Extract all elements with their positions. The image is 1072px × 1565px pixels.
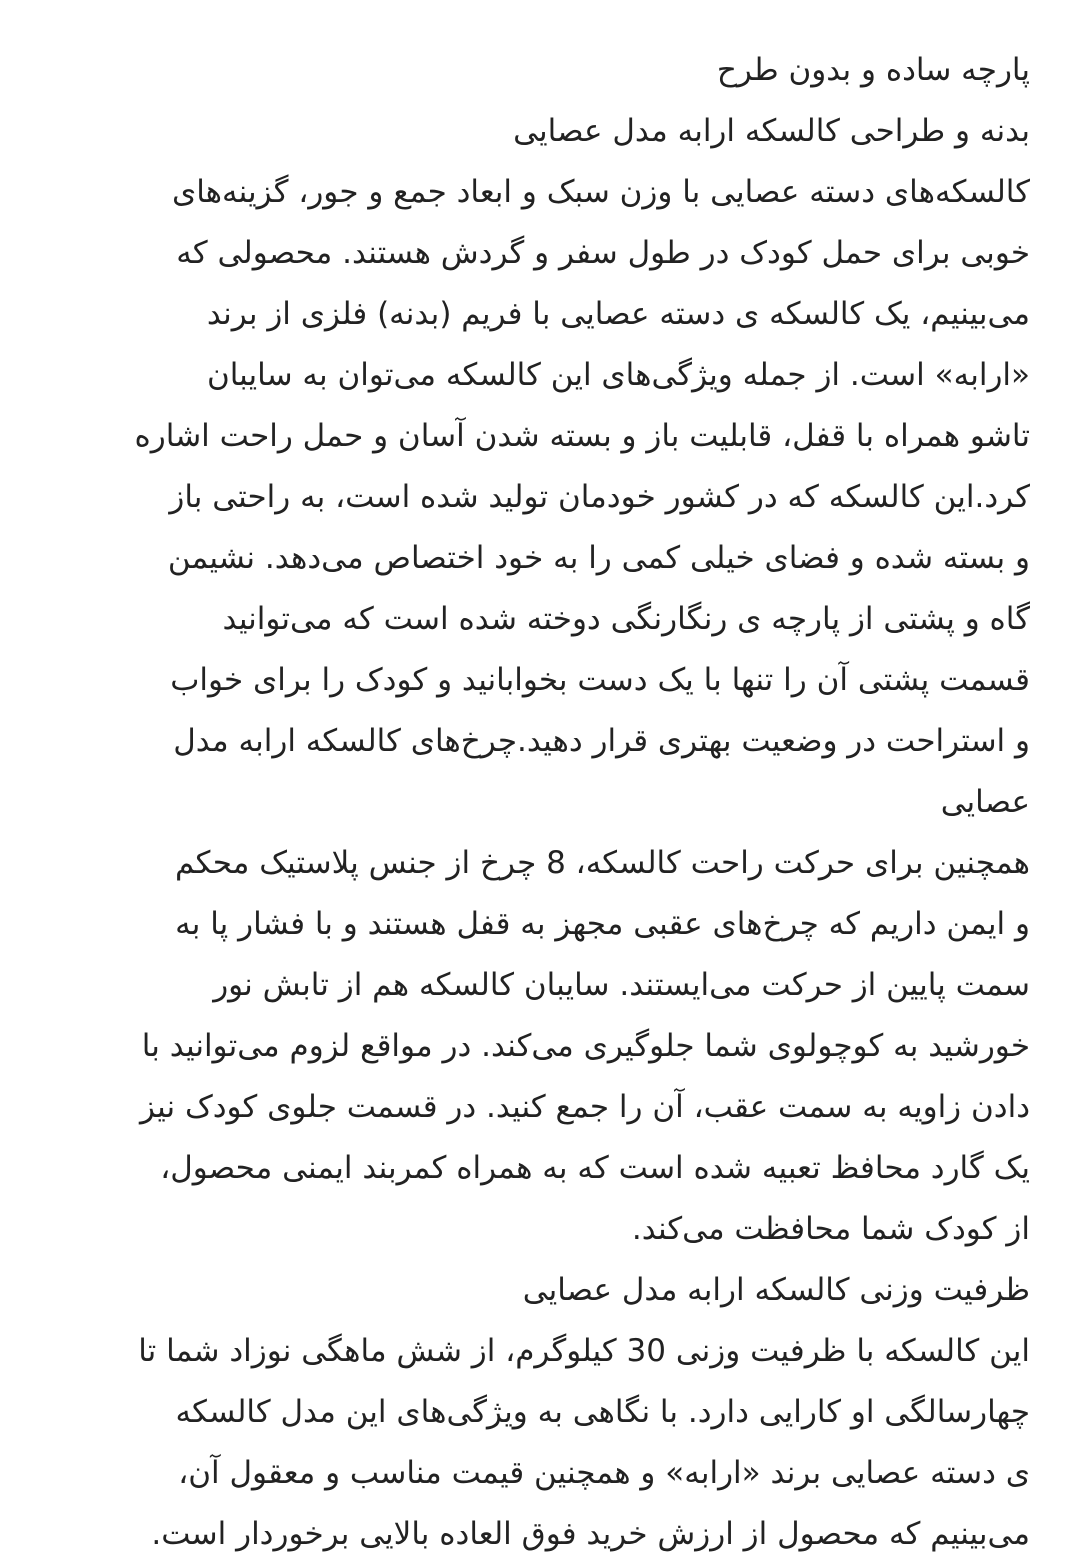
- wheels-paragraph-line: خورشید به کوچولوی شما جلوگیری می‌کند. در مواقع لزوم می‌توانید با: [141, 1028, 1030, 1064]
- wheels-paragraph-line: دادن زاویه به سمت عقب، آن را جمع کنید. در قسمت جلوی کودک نیز: [140, 1089, 1030, 1125]
- body-paragraph-line: کالسکه‌های دسته عصایی با وزن سبک و ابعاد جمع و جور، گزینه‌های: [171, 174, 1030, 210]
- body-paragraph-line: «ارابه» است. از جمله ویژگی‌های این کالسکه می‌توان به سایبان: [206, 357, 1030, 393]
- body-paragraph-line: و بسته شده و فضای خیلی کمی را به خود اختصاص می‌دهد. نشیمن: [167, 540, 1030, 576]
- body-paragraph-line: می‌بینیم، یک کالسکه ی دسته عصایی با فریم (بدنه) فلزی از برند: [206, 296, 1030, 332]
- wheels-paragraph-line: از کودک شما محافظت می‌کند.: [631, 1211, 1030, 1247]
- body-paragraph-line: خوبی برای حمل کودک در طول سفر و گردش هستند. محصولی که: [176, 235, 1030, 271]
- capacity-paragraph-line: چهارسالگی او کارایی دارد. با نگاهی به ویژگی‌های این مدل کالسکه: [175, 1394, 1030, 1430]
- article-text: [46, 40, 1030, 1565]
- wheels-paragraph-line: سمت پایین از حرکت می‌ایستند. سایبان کالسکه هم از تابش نور: [213, 967, 1030, 1003]
- capacity-paragraph-line: ی دسته عصایی برند «ارابه» و همچنین قیمت مناسب و معقول آن،: [178, 1455, 1030, 1491]
- heading-fabric: پارچه ساده و بدون طرح: [716, 52, 1030, 88]
- wheels-paragraph-line: همچنین برای حرکت راحت کالسکه، 8 چرخ از جنس پلاستیک محکم: [175, 845, 1030, 881]
- body-paragraph-line: و استراحت در وضعیت بهتری قرار دهید.چرخ‌های کالسکه ارابه مدل: [173, 723, 1030, 759]
- wheels-paragraph-line: یک گارد محافظ تعبیه شده است که به همراه کمربند ایمنی محصول،: [160, 1150, 1030, 1186]
- capacity-paragraph-line: می‌بینیم که محصول از ارزش خرید فوق العاده بالایی برخوردار است.: [151, 1516, 1030, 1552]
- body-paragraph-line: قسمت پشتی آن را تنها با یک دست بخوابانید و کودک را برای خواب: [170, 662, 1030, 698]
- body-paragraph-line: عصایی: [940, 784, 1030, 820]
- body-paragraph-line: تاشو همراه با قفل، قابلیت باز و بسته شدن آسان و حمل راحت اشاره: [134, 418, 1030, 454]
- body-paragraph-line: گاه و پشتی از پارچه ی رنگارنگی دوخته شده است که می‌توانید: [222, 601, 1030, 637]
- capacity-paragraph-line: این کالسکه با ظرفیت وزنی 30 کیلوگرم، از شش ماهگی نوزاد شما تا: [138, 1333, 1030, 1369]
- heading-body-design: بدنه و طراحی کالسکه ارابه مدل عصایی: [513, 113, 1030, 149]
- heading-weight-capacity: ظرفیت وزنی کالسکه ارابه مدل عصایی: [522, 1272, 1030, 1308]
- body-paragraph-line: کرد.این کالسکه که در کشور خودمان تولید شده است، به راحتی باز: [169, 479, 1030, 515]
- wheels-paragraph-line: و ایمن داریم که چرخ‌های عقبی مجهز به قفل هستند و با فشار پا به: [175, 906, 1030, 942]
